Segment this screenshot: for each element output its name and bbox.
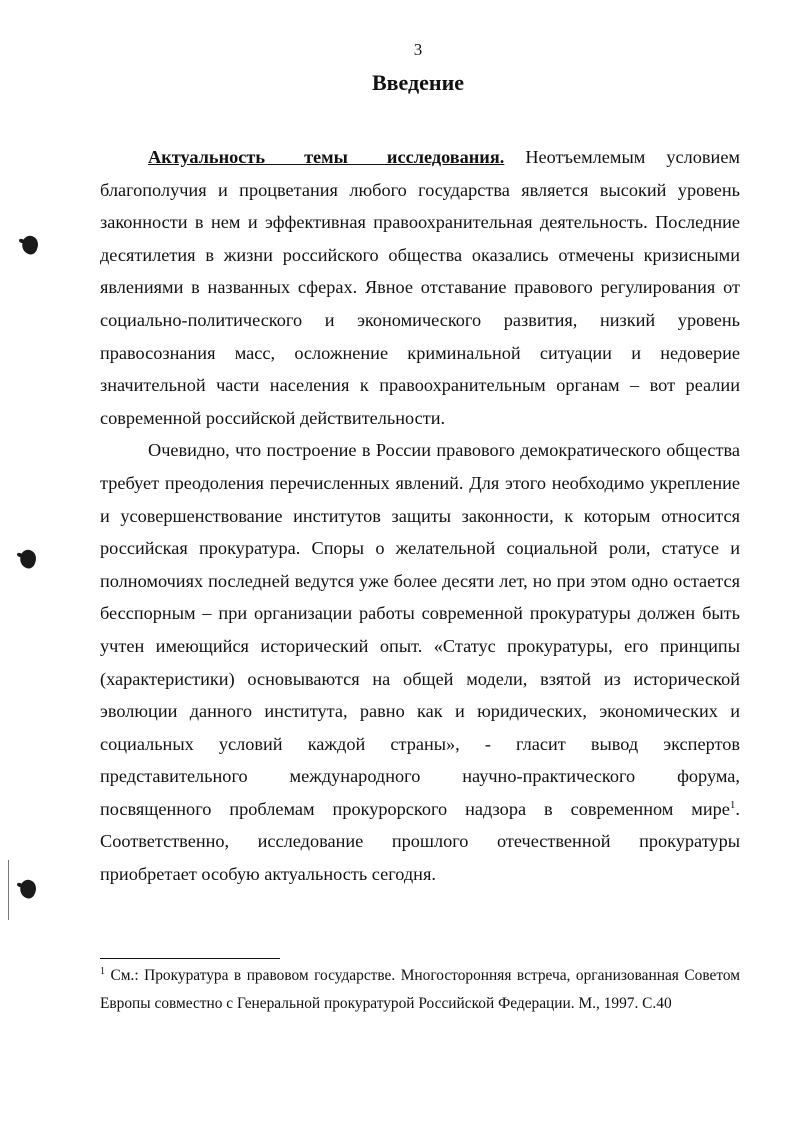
paragraph-prosecution-text: Очевидно, что построение в России правового демократического общества требует преодоления перечисленных явлений. Для этого необходимо укрепление и усовершенствование институтов защиты законности, к которым относится российская прокуратура. Споры о желательной социальной роли, статусе и полномочиях последней ведутся уже более десяти лет, но при этом одно остается бесспорным – при организации работы современной прокуратуры должен быть учтен имеющийся исторический опыт. «Статус прокуратуры, его принципы (характеристики) основываются на общей модели, взятой из исторической эволюции данного института, равно как и юридических, экономических и социальных условий каждой страны», - гласит вывод экспертов представительного международного научно-практического форума, посвященного проблемам прокурорского надзора в современном мире [100,440,740,819]
footnote-divider [100,958,280,959]
footnote-marker: 1 [100,965,105,977]
scan-artifact [8,860,9,920]
paragraph-relevance-text: Неотъемлемым условием благополучия и процветания любого государства является высокий уровень законности в нем и эффективная правоохранительная деятельность. Последние десятилетия в жизни российского общества оказались отмечены кризисными явлениями в названных сферах. Явное отставание правового регулирования от социально-политического и экономического развития, низкий уровень правосознания масс, осложнение криминальной ситуации и недоверие значительной части населения к правоохранительным органам – вот реалии современной российской действительности. [100,147,740,428]
section-title: Введение [371,70,465,95]
footnote-text: См.: Прокуратура в правовом государстве. Многосторонняя встреча, организованная Советом Европы совместно с Генеральной прокуратурой Российской Федерации. М., 1997. С.40 [100,967,740,1012]
scan-artifact [17,548,38,570]
page-number: 3 [413,40,423,59]
scan-artifact [17,878,38,900]
main-text [100,141,740,891]
paragraph-prosecution [100,434,740,890]
relevance-heading: Актуальность темы исследования. [148,147,505,167]
paragraph-relevance [100,141,740,434]
footnote [100,962,740,1018]
scan-artifact [19,234,40,256]
paragraph-prosecution-end: . Соответственно, исследование прошлого отечественной прокуратуры приобретает особую актуальность сегодня. [100,798,740,885]
footnote-reference[interactable]: 1 [729,798,736,811]
